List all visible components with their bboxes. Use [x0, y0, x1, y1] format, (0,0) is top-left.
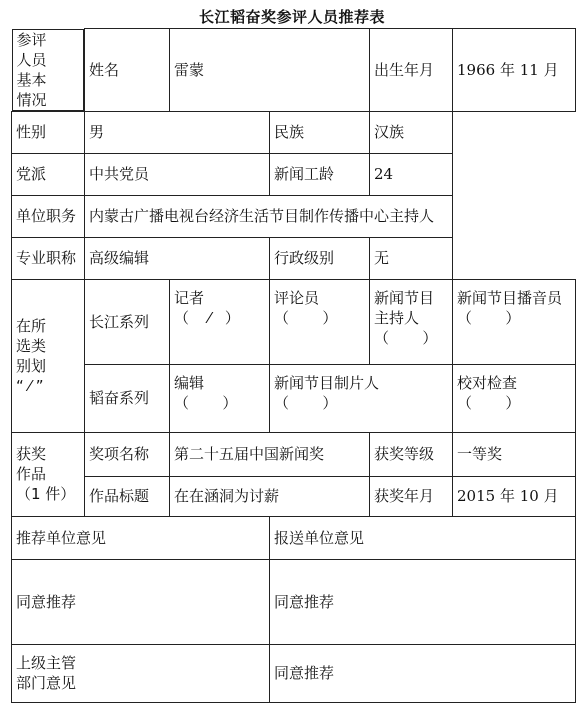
party-value: 中共党员	[85, 153, 270, 195]
work-title-label: 作品标题	[85, 476, 170, 516]
option-commentator[interactable]	[270, 279, 370, 364]
option-commentator-label: 评论员	[274, 288, 320, 307]
award-name-label: 奖项名称	[85, 432, 170, 476]
basic-info-section-label: 参评 人员 基本 情况	[12, 29, 85, 111]
award-name-value: 第二十五届中国新闻奖	[170, 432, 370, 476]
award-level-value: 一等奖	[453, 432, 576, 476]
superior-opinion-label: 上级主管 部门意见	[12, 644, 270, 702]
name-value: 雷蒙	[170, 29, 370, 112]
option-producer-label: 新闻节目制片人	[274, 373, 380, 392]
changjiang-series-label: 长江系列	[85, 279, 170, 364]
admin-level-value: 无	[370, 237, 453, 279]
form-title: 长江韬奋奖参评人员推荐表	[198, 8, 385, 26]
years-label: 新闻工龄	[270, 153, 370, 195]
party-label: 党派	[12, 153, 85, 195]
option-editor-mark: （ ）	[174, 393, 238, 412]
birth-value: 1966 年 11 月	[453, 29, 576, 112]
option-reporter-label: 记者	[174, 288, 205, 307]
award-date-value: 2015 年 10 月	[453, 476, 576, 516]
option-proofreader-label: 校对检查	[457, 373, 518, 392]
option-producer[interactable]	[270, 364, 453, 432]
work-title-value: 在在涵洞为讨薪	[170, 476, 370, 516]
submit-unit-opinion-value: 同意推荐	[270, 559, 576, 644]
option-news-host-label: 新闻节目 主持人	[374, 288, 435, 327]
unit-value: 内蒙古广播电视台经济生活节目制作传播中心主持人	[85, 195, 453, 237]
option-reporter[interactable]	[170, 279, 270, 364]
option-proofreader-mark: （ ）	[457, 393, 521, 412]
ethnicity-value: 汉族	[370, 111, 453, 153]
option-editor-label: 编辑	[174, 373, 205, 392]
ethnicity-label: 民族	[270, 111, 370, 153]
name-label: 姓名	[85, 29, 170, 112]
gender-label: 性别	[12, 111, 85, 153]
award-section-label: 获奖 作品 （1 件）	[12, 432, 85, 516]
birth-label: 出生年月	[370, 29, 453, 112]
option-news-announcer-mark: （ ）	[457, 308, 521, 327]
option-news-host-mark: （ ）	[374, 328, 438, 347]
option-reporter-mark: （ ⁄ ）	[174, 308, 240, 327]
years-value: 24	[370, 153, 453, 195]
unit-label: 单位职务	[12, 195, 85, 237]
pro-title-label: 专业职称	[12, 237, 85, 279]
recommend-unit-opinion-value: 同意推荐	[12, 559, 270, 644]
pro-title-value: 高级编辑	[85, 237, 270, 279]
award-date-label: 获奖年月	[370, 476, 453, 516]
option-commentator-mark: （ ）	[274, 308, 338, 327]
recommendation-form-table	[11, 28, 576, 703]
option-proofreader[interactable]	[453, 364, 576, 432]
option-editor[interactable]	[170, 364, 270, 432]
gender-value: 男	[85, 111, 270, 153]
taofen-series-label: 韬奋系列	[85, 364, 170, 432]
admin-level-label: 行政级别	[270, 237, 370, 279]
option-producer-mark: （ ）	[274, 393, 338, 412]
award-level-label: 获奖等级	[370, 432, 453, 476]
recommend-unit-opinion-label: 推荐单位意见	[12, 516, 270, 559]
option-news-announcer[interactable]	[453, 279, 576, 364]
option-news-announcer-label: 新闻节目播音员	[457, 288, 563, 307]
superior-opinion-value: 同意推荐	[270, 644, 576, 702]
submit-unit-opinion-label: 报送单位意见	[270, 516, 576, 559]
category-section-label: 在所 选类 别划 “ ⁄ ”	[12, 279, 85, 432]
option-news-host[interactable]	[370, 279, 453, 364]
